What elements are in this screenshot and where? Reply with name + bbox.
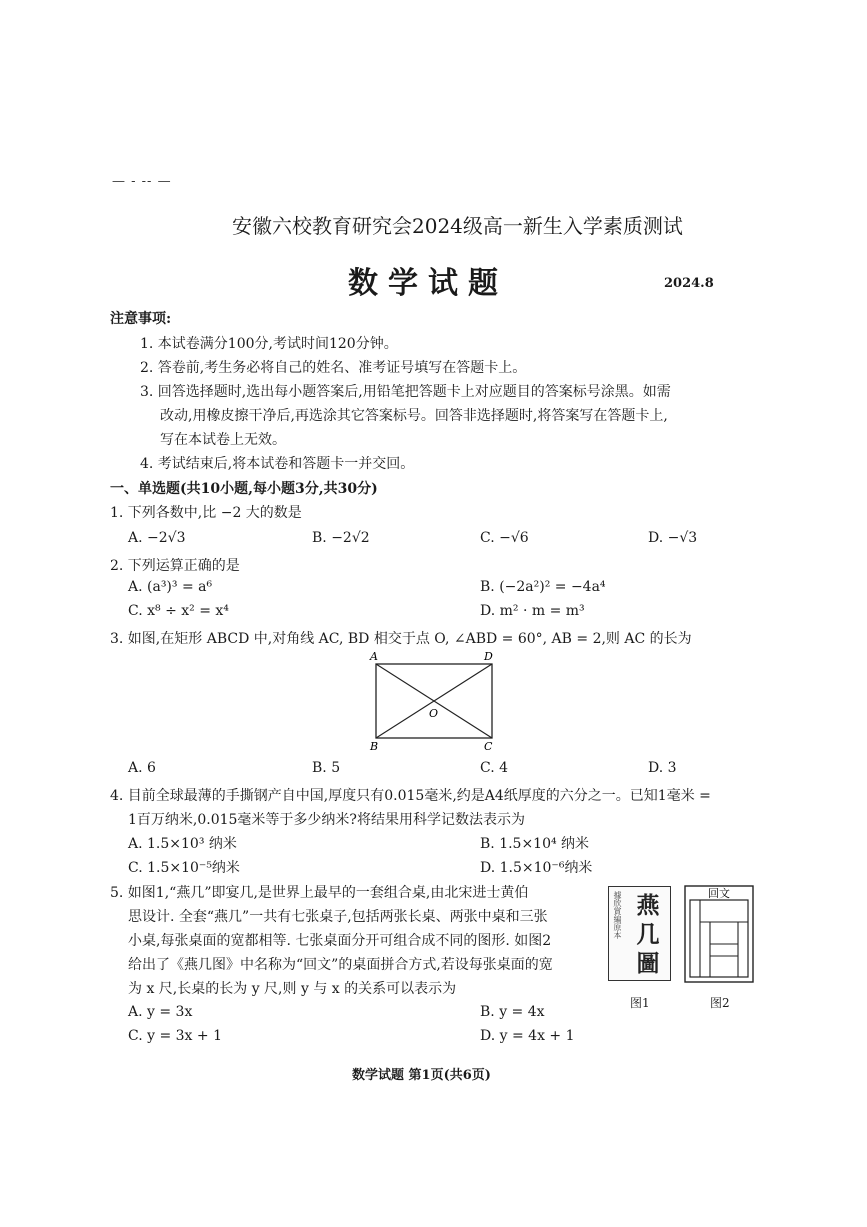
q5-option-a: A. y = 3x <box>128 1004 193 1020</box>
q1-option-b: B. −2√2 <box>312 530 370 546</box>
q4-option-d: D. 1.5×10⁻⁶纳米 <box>480 860 593 876</box>
book-title-text: 燕几圖 <box>636 892 660 977</box>
notice-item-3-cont: 改动,用橡皮擦干净后,再选涂其它答案标号。回答非选择题时,将答案写在答题卡上, <box>160 408 668 424</box>
q1-option-d: D. −√3 <box>648 530 698 546</box>
question-4-stem-line-2: 1百万纳米,0.015毫米等于多少纳米?将结果用科学记数法表示为 <box>128 812 525 828</box>
q5-option-d: D. y = 4x + 1 <box>480 1028 575 1044</box>
inner-border <box>690 900 748 977</box>
q3-option-c: C. 4 <box>480 760 509 776</box>
header-dashes: — - -- — <box>112 174 172 189</box>
figure-2-caption: 图2 <box>710 996 730 1010</box>
page-title: 数学试题 <box>348 266 508 301</box>
q2-option-c: C. x⁸ ÷ x² = x⁴ <box>128 603 229 619</box>
question-5-line-1: 5. 如图1,“燕几”即宴几,是世界上最早的一套组合桌,由北宋进士黄伯 <box>110 885 529 901</box>
exam-organization-title: 安徽六校教育研究会2024级高一新生入学素质测试 <box>232 214 683 238</box>
label-a: A <box>370 650 378 663</box>
question-2-stem: 2. 下列运算正确的是 <box>110 558 240 574</box>
exam-date: 2024.8 <box>664 276 714 291</box>
page-footer: 数学试题 第1页(共6页) <box>352 1068 491 1083</box>
question-5-line-4: 给出了《燕几图》中名称为“回文”的桌面拼合方式,若设每张桌面的宽 <box>128 957 553 973</box>
huiwen-table-layout-figure <box>683 884 755 984</box>
q4-option-b: B. 1.5×10⁴ 纳米 <box>480 836 590 852</box>
yanji-book-cover-figure <box>608 886 671 981</box>
q3-option-a: A. 6 <box>128 760 156 776</box>
huiwen-label: 回文 <box>708 887 730 900</box>
notice-item-3-cont2: 写在本试卷上无效。 <box>160 432 286 448</box>
notice-title: 注意事项: <box>110 311 172 327</box>
notice-item-4: 4. 考试结束后,将本试卷和答题卡一并交回。 <box>140 456 415 472</box>
book-side-text: 據欣賞編原本 <box>613 891 622 939</box>
label-b: B <box>370 740 379 753</box>
question-5-line-3: 小桌,每张桌面的宽都相等. 七张桌面分开可组合成不同的图形. 如图2 <box>128 933 552 949</box>
q2-option-b: B. (−2a²)² = −4a⁴ <box>480 579 606 595</box>
q3-option-b: B. 5 <box>312 760 341 776</box>
q1-option-c: C. −√6 <box>480 530 529 546</box>
rectangle-abcd-figure <box>360 648 510 754</box>
question-1-stem: 1. 下列各数中,比 −2 大的数是 <box>110 505 302 521</box>
notice-item-1: 1. 本试卷满分100分,考试时间120分钟。 <box>140 336 398 352</box>
figure-1-caption: 图1 <box>630 996 650 1010</box>
label-o: O <box>429 707 439 720</box>
label-d: D <box>484 650 493 663</box>
q4-option-c: C. 1.5×10⁻⁵纳米 <box>128 860 240 876</box>
q2-option-d: D. m² · m = m³ <box>480 603 585 619</box>
question-5-line-5: 为 x 尺,长桌的长为 y 尺,则 y 与 x 的关系可以表示为 <box>128 981 457 997</box>
label-c: C <box>484 740 493 753</box>
q5-option-b: B. y = 4x <box>480 1004 545 1020</box>
q5-option-c: C. y = 3x + 1 <box>128 1028 222 1044</box>
question-4-stem-line-1: 4. 目前全球最薄的手撕钢产自中国,厚度只有0.015毫米,约是A4纸厚度的六分之一。已知1毫米 = <box>110 788 711 804</box>
q2-option-a: A. (a³)³ = a⁶ <box>128 579 213 595</box>
q1-option-a: A. −2√3 <box>128 530 186 546</box>
question-3-stem: 3. 如图,在矩形 ABCD 中,对角线 AC, BD 相交于点 O, ∠ABD = 60°, AB = 2,则 AC 的长为 <box>110 631 692 647</box>
notice-item-3: 3. 回答选择题时,选出每小题答案后,用铅笔把答题卡上对应题目的答案标号涂黑。如需 <box>140 384 671 400</box>
section-title: 一、单选题(共10小题,每小题3分,共30分) <box>110 481 378 497</box>
q3-option-d: D. 3 <box>648 760 677 776</box>
notice-item-2: 2. 答卷前,考生务必将自己的姓名、准考证号填写在答题卡上。 <box>140 360 527 376</box>
question-5-line-2: 思设计. 全套“燕几”一共有七张桌子,包括两张长桌、两张中桌和三张 <box>128 909 548 925</box>
q4-option-a: A. 1.5×10³ 纳米 <box>128 836 237 852</box>
